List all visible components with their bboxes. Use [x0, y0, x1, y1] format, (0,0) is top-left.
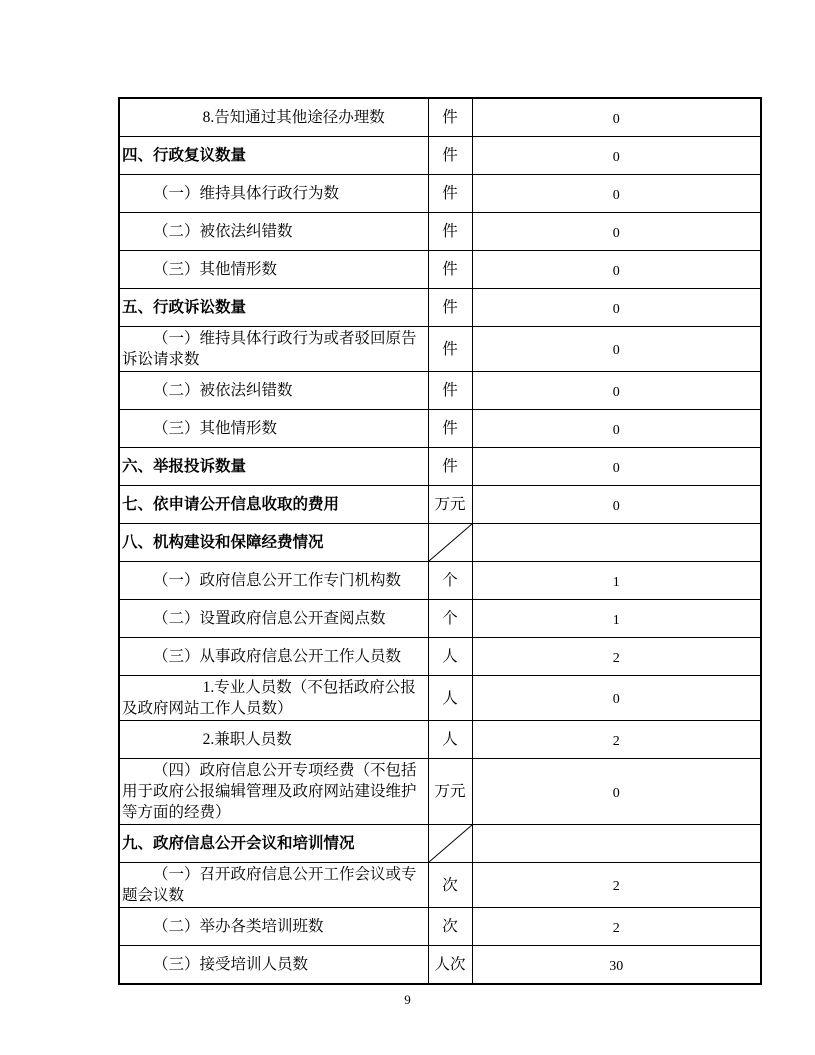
item-label: （三）从事政府信息公开工作人员数: [119, 638, 428, 676]
unit-cell: 个: [428, 600, 472, 638]
value-cell: 0: [472, 137, 761, 175]
unit-cell: 人: [428, 721, 472, 759]
section-heading: 五、行政诉讼数量: [119, 289, 428, 327]
unit-cell: 万元: [428, 486, 472, 524]
diagonal-slash: [429, 524, 472, 561]
table-row: [119, 721, 761, 759]
slash-line: [429, 825, 472, 862]
unit-cell: 件: [428, 98, 472, 137]
unit-cell: 件: [428, 137, 472, 175]
diagonal-slash: [429, 825, 472, 862]
value-cell-empty: [472, 825, 761, 863]
unit-cell: 件: [428, 213, 472, 251]
section-heading: 六、举报投诉数量: [119, 448, 428, 486]
section-row: [119, 825, 761, 863]
slashed-unit-cell: [428, 825, 472, 863]
statistics-table: [118, 97, 762, 985]
value-cell: 0: [472, 289, 761, 327]
value-cell: 2: [472, 863, 761, 908]
table-row: [119, 213, 761, 251]
table-row: [119, 372, 761, 410]
table-row: [119, 562, 761, 600]
section-row: [119, 448, 761, 486]
section-row: [119, 486, 761, 524]
value-cell: 0: [472, 448, 761, 486]
value-cell: 2: [472, 638, 761, 676]
table-row: [119, 946, 761, 985]
table-row: [119, 251, 761, 289]
value-cell: 0: [472, 251, 761, 289]
slash-line: [429, 524, 472, 561]
item-label: （三）其他情形数: [119, 410, 428, 448]
item-label: （二）举办各类培训班数: [119, 908, 428, 946]
page-number: 9: [404, 992, 411, 1007]
item-label: （三）其他情形数: [119, 251, 428, 289]
table-row: [119, 759, 761, 825]
value-cell: 0: [472, 759, 761, 825]
value-cell: 30: [472, 946, 761, 985]
unit-cell: 次: [428, 908, 472, 946]
table-row: [119, 676, 761, 721]
section-heading: 四、行政复议数量: [119, 137, 428, 175]
value-cell: 2: [472, 908, 761, 946]
value-cell: 1: [472, 600, 761, 638]
unit-cell: 件: [428, 327, 472, 372]
section-row: [119, 524, 761, 562]
item-label: （一）政府信息公开工作专门机构数: [119, 562, 428, 600]
value-cell: 0: [472, 486, 761, 524]
unit-cell: 个: [428, 562, 472, 600]
unit-cell: 件: [428, 175, 472, 213]
item-label: 8.告知通过其他途径办理数: [119, 98, 428, 137]
table-row: [119, 98, 761, 137]
unit-cell: 件: [428, 410, 472, 448]
value-cell: 0: [472, 327, 761, 372]
section-heading: 八、机构建设和保障经费情况: [119, 524, 428, 562]
value-cell: 1: [472, 562, 761, 600]
unit-cell: 万元: [428, 759, 472, 825]
value-cell: 2: [472, 721, 761, 759]
value-cell: 0: [472, 410, 761, 448]
slashed-unit-cell: [428, 524, 472, 562]
value-cell: 0: [472, 175, 761, 213]
unit-cell: 件: [428, 372, 472, 410]
table-row: [119, 638, 761, 676]
unit-cell: 人: [428, 638, 472, 676]
item-label: （一）维持具体行政行为或者驳回原告诉讼请求数: [119, 327, 428, 372]
item-label: （二）被依法纠错数: [119, 372, 428, 410]
value-cell: 0: [472, 676, 761, 721]
table-row: [119, 410, 761, 448]
item-label: （一）召开政府信息公开工作会议或专题会议数: [119, 863, 428, 908]
table-row: [119, 327, 761, 372]
value-cell-empty: [472, 524, 761, 562]
item-label: 2.兼职人员数: [119, 721, 428, 759]
value-cell: 0: [472, 213, 761, 251]
unit-cell: 人: [428, 676, 472, 721]
unit-cell: 件: [428, 251, 472, 289]
table-body: [119, 98, 761, 984]
item-label: （一）维持具体行政行为数: [119, 175, 428, 213]
item-label: （四）政府信息公开专项经费（不包括用于政府公报编辑管理及政府网站建设维护等方面的经费）: [119, 759, 428, 825]
item-label: （二）被依法纠错数: [119, 213, 428, 251]
table-row: [119, 175, 761, 213]
unit-cell: 件: [428, 448, 472, 486]
item-label: 1.专业人员数（不包括政府公报及政府网站工作人员数）: [119, 676, 428, 721]
unit-cell: 人次: [428, 946, 472, 985]
section-row: [119, 137, 761, 175]
section-heading: 七、依申请公开信息收取的费用: [119, 486, 428, 524]
unit-cell: 件: [428, 289, 472, 327]
section-heading: 九、政府信息公开会议和培训情况: [119, 825, 428, 863]
value-cell: 0: [472, 98, 761, 137]
table-row: [119, 600, 761, 638]
value-cell: 0: [472, 372, 761, 410]
table-row: [119, 863, 761, 908]
item-label: （二）设置政府信息公开查阅点数: [119, 600, 428, 638]
section-row: [119, 289, 761, 327]
item-label: （三）接受培训人员数: [119, 946, 428, 985]
table-row: [119, 908, 761, 946]
unit-cell: 次: [428, 863, 472, 908]
